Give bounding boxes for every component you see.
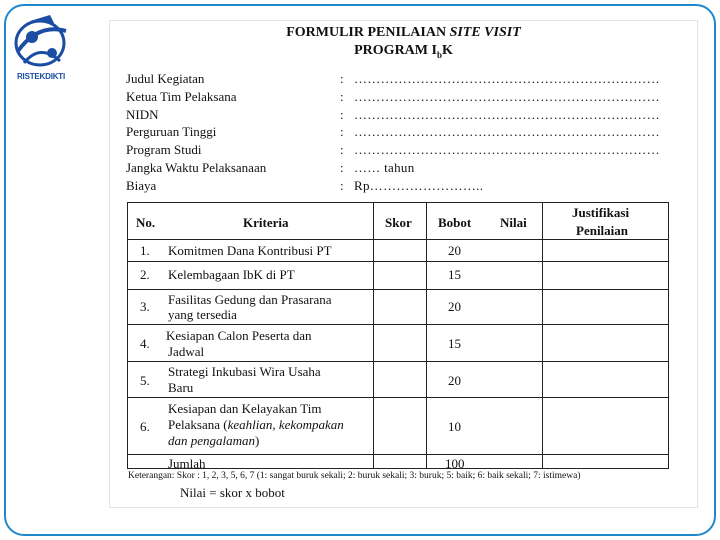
table-row-line [128, 397, 668, 398]
info-row [126, 142, 666, 160]
form-subtitle [109, 43, 698, 60]
info-value: …………………………………………………………… [354, 106, 660, 122]
title-prefix: FORMULIR PENILAIAN [286, 25, 450, 40]
info-value: …… tahun [354, 159, 415, 175]
table-divider [373, 203, 374, 468]
row-bobot: 15 [448, 267, 461, 282]
info-value: …………………………………………………………… [354, 71, 660, 86]
subtitle-suffix: K [441, 43, 453, 58]
total-bobot: 100 [445, 456, 465, 471]
info-row [126, 89, 666, 107]
row-no: 3. [140, 299, 150, 314]
row-kriteria: Komitmen Dana Kontribusi PT [168, 243, 332, 258]
info-row [126, 160, 666, 178]
row-no: 2. [140, 267, 150, 282]
info-row [126, 178, 666, 196]
row-bobot: 20 [448, 373, 461, 388]
info-label: Ketua Tim Pelaksana [126, 88, 237, 104]
info-label: Jangka Waktu Pelaksanaan [126, 159, 267, 175]
row-no: 5. [140, 373, 150, 388]
row-kriteria: Kelembagaan IbK di PT [168, 267, 295, 282]
total-label: Jumlah [168, 456, 206, 471]
row-no: 1. [140, 243, 150, 258]
table-row-line [128, 289, 668, 290]
form-title [109, 25, 698, 41]
info-colon: : [340, 124, 344, 140]
row-kriteria-cont: yang tersedia [168, 307, 237, 322]
info-label: Biaya [126, 177, 157, 193]
row-kriteria-cont2 [168, 433, 259, 448]
info-value: …………………………………………………………… [354, 142, 660, 158]
info-fields [126, 71, 666, 196]
info-colon: : [340, 71, 344, 86]
subtitle-sub: b [436, 49, 442, 60]
row-kriteria: Strategi Inkubasi Wira Usaha [168, 364, 321, 379]
row-bobot: 10 [448, 419, 461, 434]
info-row [126, 107, 666, 125]
table-divider [542, 203, 543, 468]
criteria-table [127, 202, 669, 469]
header-nilai: Nilai [500, 215, 527, 230]
header-skor: Skor [385, 215, 412, 230]
subtitle-main: PROGRAM I [354, 43, 437, 58]
score-formula: Nilai = skor x bobot [180, 485, 285, 500]
table-divider [426, 203, 427, 468]
header-kriteria: Kriteria [243, 215, 289, 230]
table-row-line [128, 454, 668, 455]
info-colon: : [340, 177, 344, 193]
table-row-line [128, 324, 668, 325]
row-kriteria-cont [168, 417, 344, 432]
row-kriteria-italic2: dan pengalaman [168, 433, 256, 448]
row-no: 4. [140, 336, 150, 351]
row-kriteria-cont: Baru [168, 380, 194, 395]
info-label: NIDN [126, 106, 159, 122]
info-colon: : [340, 88, 344, 104]
info-row [126, 71, 666, 89]
logo-text: RISTEKDIKTI [16, 72, 66, 81]
info-value: Rp…………………….. [354, 177, 484, 193]
score-note: Keterangan: Skor : 1, 2, 3, 5, 6, 7 (1: sangat buruk sekali; 2: buruk sekali; 3: buruk; 5: baik; 6: baik sekali; 7: istimewa) [128, 471, 581, 481]
row-kriteria-cont: Jadwal [168, 344, 205, 359]
row-no: 6. [140, 419, 150, 434]
title-italic: SITE VISIT [449, 25, 521, 40]
info-colon: : [340, 142, 344, 158]
info-value: …………………………………………………………… [354, 88, 660, 104]
info-label: Perguruan Tinggi [126, 124, 217, 140]
info-colon: : [340, 106, 344, 122]
table-row-line [128, 261, 668, 262]
row-kriteria-prefix: Pelaksana ( [168, 417, 228, 432]
row-kriteria: Fasilitas Gedung dan Prasarana [168, 292, 332, 307]
header-no: No. [136, 215, 156, 230]
info-label: Program Studi [126, 142, 202, 158]
row-kriteria-suffix: ) [255, 433, 260, 448]
row-kriteria: Kesiapan Calon Peserta dan [166, 328, 312, 343]
row-kriteria: Kesiapan dan Kelayakan Tim [168, 401, 322, 416]
info-row [126, 124, 666, 142]
info-colon: : [340, 159, 344, 175]
header-justifikasi: Justifikasi [572, 205, 630, 220]
header-bobot: Bobot [438, 215, 472, 230]
row-kriteria-italic: keahlian, kekompakan [227, 417, 344, 432]
header-penilaian: Penilaian [576, 223, 629, 238]
info-value: …………………………………………………………… [354, 124, 660, 140]
row-bobot: 20 [448, 299, 461, 314]
row-bobot: 20 [448, 243, 461, 258]
info-label: Judul Kegiatan [126, 71, 205, 86]
table-row-line [128, 239, 668, 240]
row-bobot: 15 [448, 336, 461, 351]
table-row-line [128, 361, 668, 362]
